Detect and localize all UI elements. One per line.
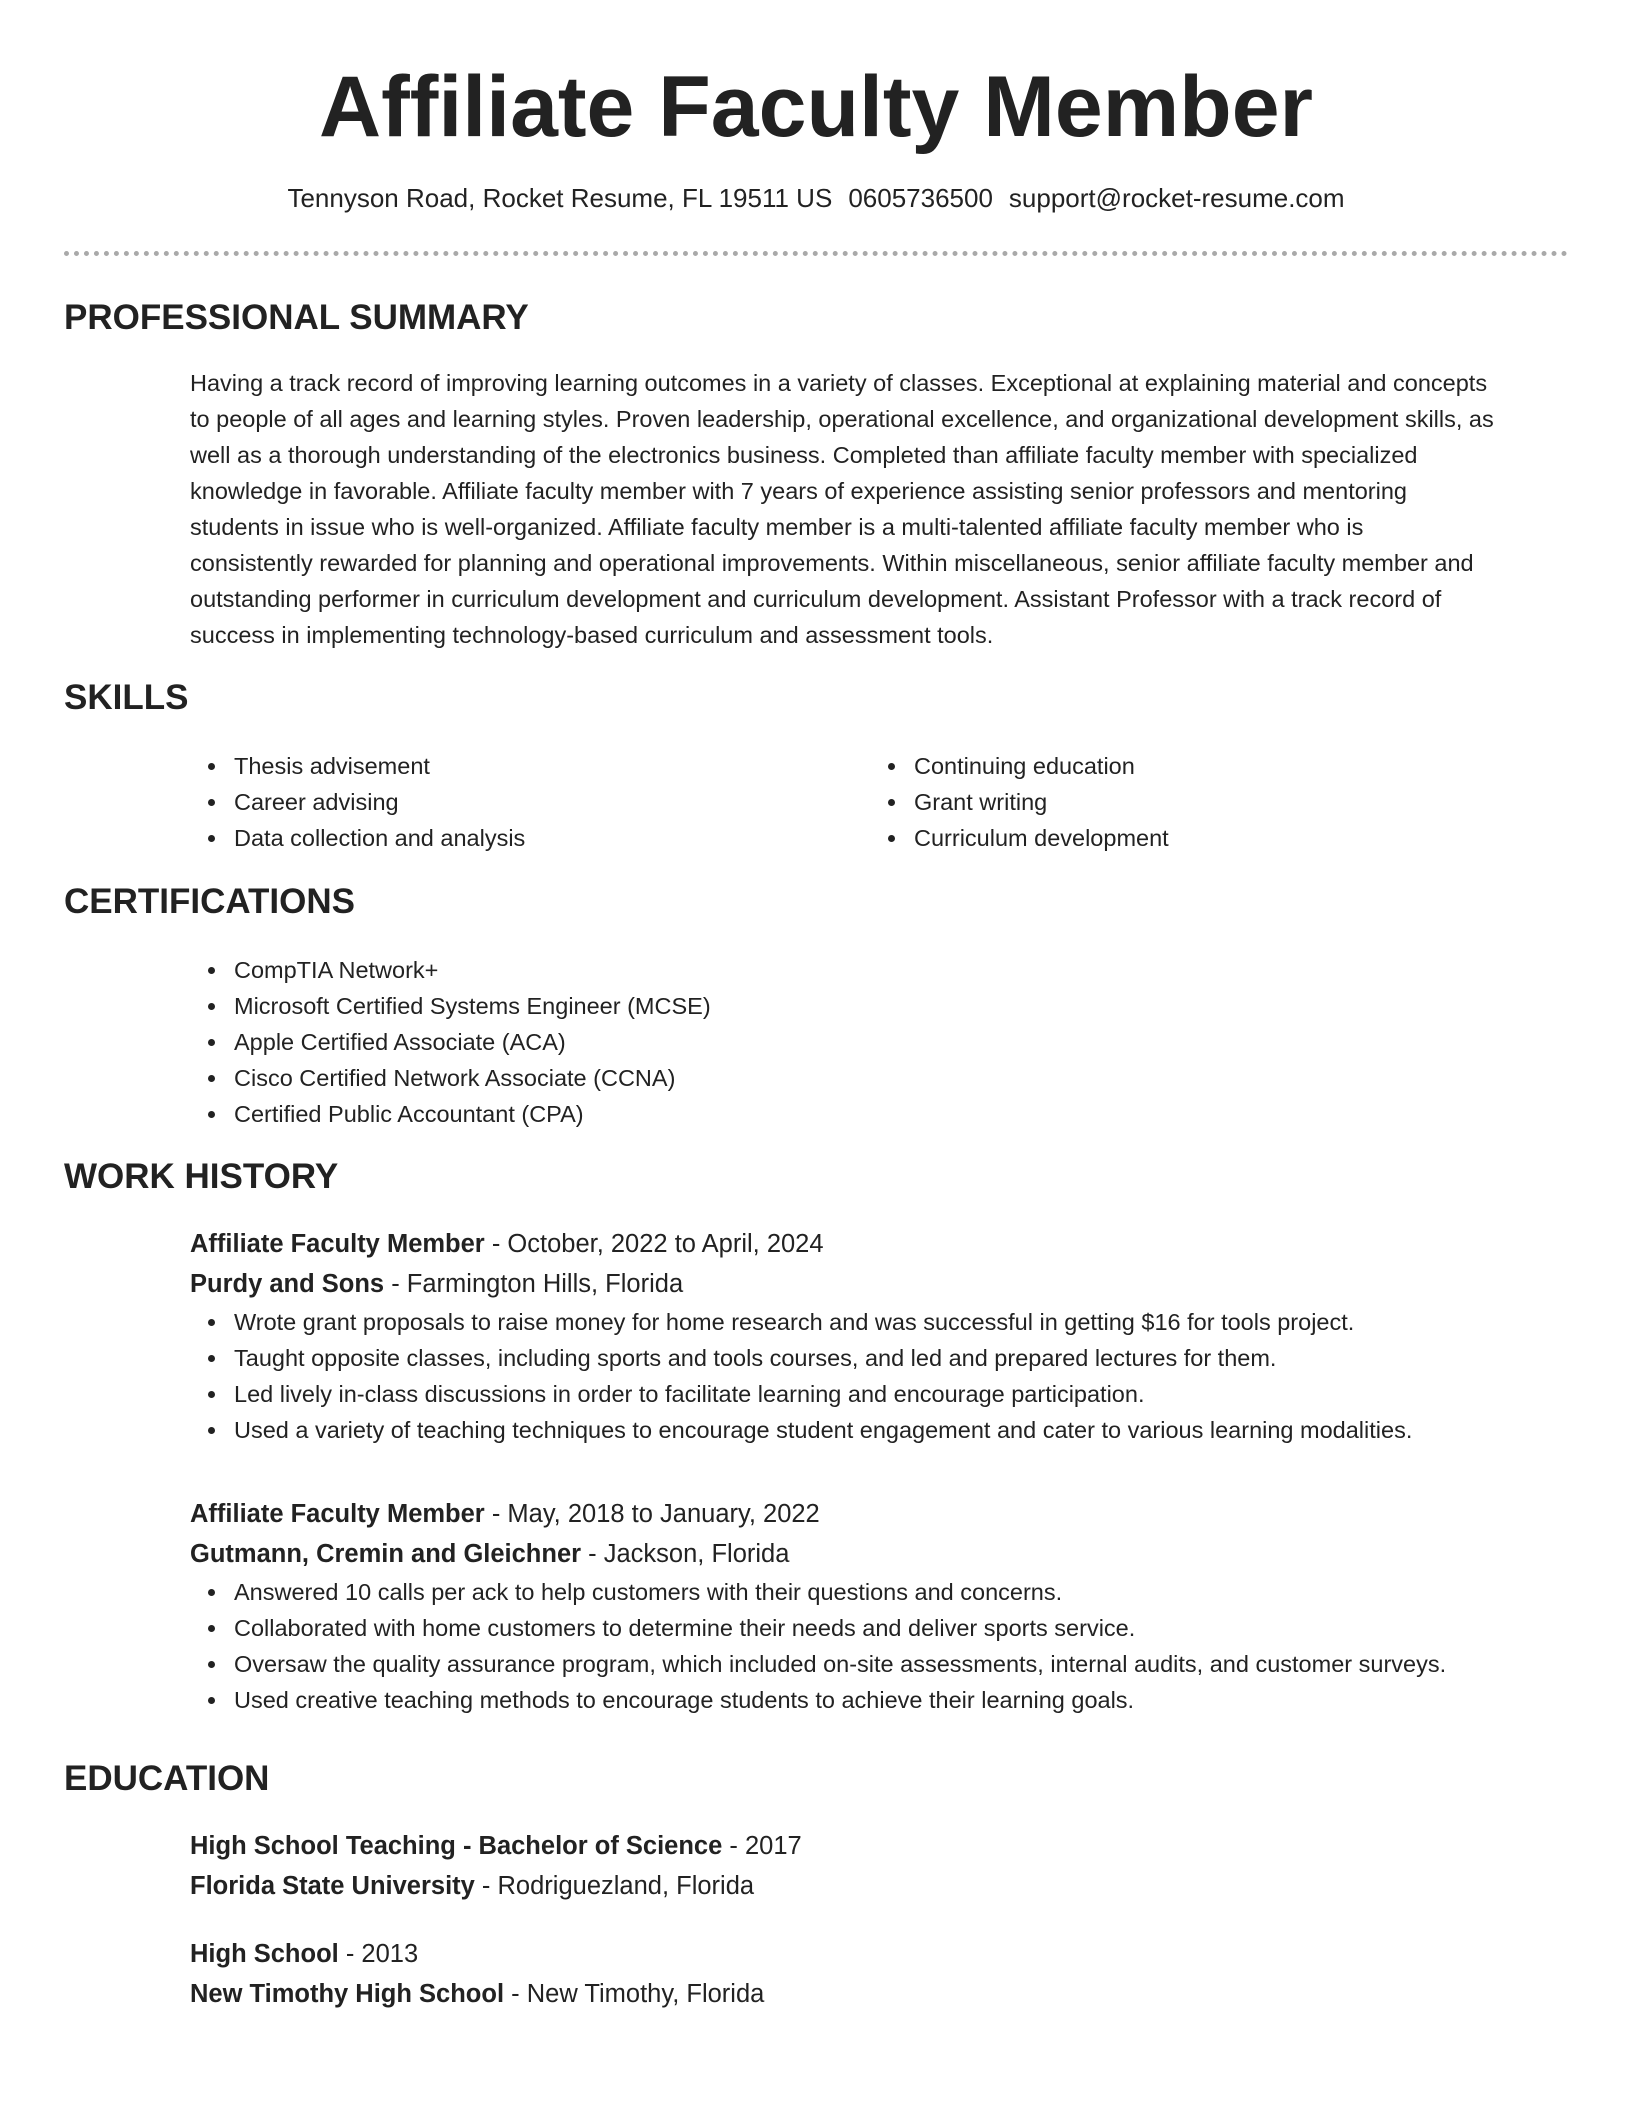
- job-title-line: [190, 1494, 1570, 1534]
- certification-item: Apple Certified Associate (ACA): [234, 1024, 1570, 1060]
- summary-line: Having a track record of improving learning outcomes in a variety of classes. Exceptional at explaining material and concepts: [190, 370, 1488, 396]
- job-bullets: [190, 1304, 1570, 1448]
- certification-item: Microsoft Certified Systems Engineer (MCSE): [234, 988, 1570, 1024]
- education-school-line: [190, 1974, 1570, 2014]
- section-title-summary: PROFESSIONAL SUMMARY: [64, 298, 529, 337]
- header-divider: [64, 251, 1568, 256]
- job-company-line: [190, 1264, 1570, 1304]
- job-bullet: Used a variety of teaching techniques to encourage student engagement and cater to various learning modalities.: [234, 1412, 1570, 1448]
- section-title-work-history: WORK HISTORY: [64, 1157, 339, 1196]
- skills-list-right: [870, 748, 1169, 856]
- education-school: Florida State University: [190, 1872, 475, 1900]
- education-entry: [190, 1934, 1570, 2014]
- job-bullet: Wrote grant proposals to raise money for home research and was successful in getting $16 for tools project.: [234, 1304, 1570, 1340]
- job-dates: May, 2018 to January, 2022: [507, 1500, 820, 1528]
- job-location: Farmington Hills, Florida: [406, 1270, 684, 1298]
- summary-text: [190, 365, 1570, 653]
- education-degree: High School: [190, 1940, 339, 1968]
- contact-address: Tennyson Road, Rocket Resume, FL 19511 US: [287, 183, 833, 213]
- skill-item: Curriculum development: [914, 820, 1169, 856]
- skill-item: Data collection and analysis: [234, 820, 525, 856]
- skill-item: Career advising: [234, 784, 525, 820]
- contact-phone: 0605736500: [848, 183, 993, 213]
- candidate-name: Affiliate Faculty Member: [319, 59, 1313, 155]
- separator: -: [484, 1500, 508, 1528]
- education-degree-line: [190, 1826, 1570, 1866]
- section-title-certifications: CERTIFICATIONS: [64, 882, 356, 921]
- certifications-list: [190, 952, 1570, 1132]
- job-role: Affiliate Faculty Member: [190, 1500, 485, 1528]
- separator: -: [504, 1980, 527, 2008]
- education-location: Rodriguezland, Florida: [497, 1872, 755, 1900]
- job-entry: [190, 1494, 1570, 1718]
- job-bullet: Collaborated with home customers to determine their needs and deliver sports service.: [234, 1610, 1570, 1646]
- job-title-line: [190, 1224, 1570, 1264]
- education-year: 2017: [744, 1832, 802, 1860]
- education-location: New Timothy, Florida: [526, 1980, 765, 2008]
- summary-line: outstanding performer in curriculum development and curriculum development. Assistant Professor with a track record of: [190, 586, 1442, 612]
- job-entry: [190, 1224, 1570, 1448]
- summary-line: knowledge in favorable. Affiliate faculty member with 7 years of experience assisting senior professors and mentoring: [190, 478, 1407, 504]
- separator: -: [474, 1872, 498, 1900]
- certification-item: CompTIA Network+: [234, 952, 1570, 988]
- certification-item: Certified Public Accountant (CPA): [234, 1096, 1570, 1132]
- separator: -: [484, 1230, 508, 1258]
- job-bullet: Led lively in-class discussions in order to facilitate learning and encourage participation.: [234, 1376, 1570, 1412]
- separator: -: [384, 1270, 407, 1298]
- contact-line: [0, 180, 1632, 216]
- summary-line: students in issue who is well-organized. Affiliate faculty member is a multi-talented affiliate faculty member who is: [190, 514, 1364, 540]
- contact-email[interactable]: support@rocket-resume.com: [1008, 183, 1345, 213]
- job-company: Purdy and Sons: [190, 1270, 385, 1298]
- education-degree-line: [190, 1934, 1570, 1974]
- skills-list-left: [190, 748, 525, 856]
- job-location: Jackson, Florida: [603, 1540, 790, 1568]
- skill-item: Thesis advisement: [234, 748, 525, 784]
- section-title-skills: SKILLS: [64, 678, 189, 717]
- job-bullet: Oversaw the quality assurance program, which included on-site assessments, internal audits, and customer surveys.: [234, 1646, 1570, 1682]
- job-company: Gutmann, Cremin and Gleichner: [190, 1540, 582, 1568]
- skill-item: Continuing education: [914, 748, 1169, 784]
- section-title-education: EDUCATION: [64, 1759, 270, 1798]
- job-bullet: Taught opposite classes, including sports and tools courses, and led and prepared lectures for them.: [234, 1340, 1570, 1376]
- job-bullet: Answered 10 calls per ack to help customers with their questions and concerns.: [234, 1574, 1570, 1610]
- certification-item: Cisco Certified Network Associate (CCNA): [234, 1060, 1570, 1096]
- summary-line: consistently rewarded for planning and operational improvements. Within miscellaneous, senior affiliate faculty member and: [190, 550, 1474, 576]
- separator: -: [581, 1540, 604, 1568]
- education-school-line: [190, 1866, 1570, 1906]
- separator: -: [338, 1940, 362, 1968]
- education-entry: [190, 1826, 1570, 1906]
- skill-item: Grant writing: [914, 784, 1169, 820]
- job-bullets: [190, 1574, 1570, 1718]
- job-role: Affiliate Faculty Member: [190, 1230, 485, 1258]
- education-year: 2013: [361, 1940, 419, 1968]
- education-school: New Timothy High School: [190, 1980, 505, 2008]
- summary-line: well as a thorough understanding of the electronics business. Completed than affiliate faculty member with specialized: [190, 442, 1418, 468]
- summary-line: success in implementing technology-based curriculum and assessment tools.: [190, 622, 994, 648]
- job-dates: October, 2022 to April, 2024: [507, 1230, 824, 1258]
- job-bullet: Used creative teaching methods to encourage students to achieve their learning goals.: [234, 1682, 1570, 1718]
- summary-line: to people of all ages and learning styles. Proven leadership, operational excellence, and organizational development skills, as: [190, 406, 1494, 432]
- job-company-line: [190, 1534, 1570, 1574]
- separator: -: [722, 1832, 745, 1860]
- education-degree: High School Teaching - Bachelor of Science: [190, 1832, 723, 1860]
